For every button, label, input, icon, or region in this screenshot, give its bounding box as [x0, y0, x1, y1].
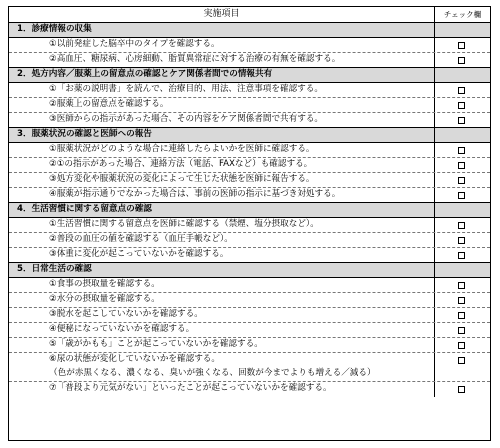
item-text: ⑤「歳がかもも」ことが起こっていないかを確認する。 [9, 338, 435, 352]
list-item [9, 338, 490, 353]
list-item [9, 158, 490, 173]
item-text: ④服薬が指示通りでなかった場合は、事前の医師の指示に基づき対処する。 [9, 188, 435, 202]
checkbox[interactable] [458, 42, 465, 49]
checkbox[interactable] [458, 342, 465, 349]
section-title: 4．生活習慣に関する留意点の確認 [9, 203, 435, 217]
checkbox[interactable] [458, 57, 465, 64]
item-text: ②服薬上の留意点を確認する。 [9, 98, 435, 112]
checkbox[interactable] [458, 386, 465, 393]
section-title: 2．処方内容／服薬上の留意点の確認とケア関係者間での情報共有 [9, 68, 435, 82]
item-column-header: 実施項目 [9, 7, 435, 22]
list-item [9, 353, 490, 382]
item-text: ①食事の摂取量を確認する。 [9, 278, 435, 292]
section-2-header [9, 68, 490, 83]
item-text: ①以前発症した脳卒中のタイプを確認する。 [9, 38, 435, 52]
section-title: 1．診療情報の収集 [9, 23, 435, 37]
list-item [9, 278, 490, 293]
list-item [9, 293, 490, 308]
list-item [9, 382, 490, 397]
item-text: ①服薬状況がどのような場合に連絡したらよいかを医師に確認する。 [9, 143, 435, 157]
item-text: ②高血圧、糖尿病、心房細動、脂質異常症に対する治療の有無を確認する。 [9, 53, 435, 67]
checkbox[interactable] [458, 327, 465, 334]
list-item [9, 143, 490, 158]
checkbox[interactable] [458, 117, 465, 124]
checkbox[interactable] [458, 177, 465, 184]
section-1-header [9, 23, 490, 38]
section-title: 3．服薬状況の確認と医師への報告 [9, 128, 435, 142]
item-text: ②①の指示があった場合、連絡方法（電話、FAXなど）も確認する。 [9, 158, 435, 172]
list-item [9, 113, 490, 128]
checkbox[interactable] [458, 357, 465, 364]
list-item [9, 188, 490, 203]
item-text [9, 353, 435, 381]
check-column-header: チェック欄 [443, 10, 482, 19]
list-item [9, 233, 490, 248]
list-item [9, 173, 490, 188]
item-text: ③処方変化や服薬状況の変化によって生じた状態を医師に報告する。 [9, 173, 435, 187]
item-text-main: ⑥尿の状態が変化していないかを確認する。 [49, 354, 220, 364]
section-5-header [9, 263, 490, 278]
checkbox[interactable] [458, 282, 465, 289]
item-text: ⑦「普段より元気がない」といったことが起こっていないかを確認する。 [9, 382, 435, 397]
list-item [9, 218, 490, 233]
checkbox[interactable] [458, 237, 465, 244]
checkbox[interactable] [458, 222, 465, 229]
list-item [9, 323, 490, 338]
item-text: ②水分の摂取量を確認する。 [9, 293, 435, 307]
checklist-table [8, 6, 491, 441]
section-3-header [9, 128, 490, 143]
item-text: ④便秘になっていないかを確認する。 [9, 323, 435, 337]
item-text-sub: （色が赤黒くなる、濃くなる、臭いが強くなる、回数が今までよりも増える／減る） [49, 367, 376, 378]
checkbox[interactable] [458, 147, 465, 154]
list-item [9, 308, 490, 323]
item-text: ①生活習慣に関する留意点を医師に確認する（禁煙、塩分摂取など）。 [9, 218, 435, 232]
section-title: 5．日常生活の確認 [9, 263, 435, 277]
list-item [9, 83, 490, 98]
list-item [9, 98, 490, 113]
table-header [9, 7, 490, 23]
checkbox[interactable] [458, 192, 465, 199]
list-item [9, 38, 490, 53]
checkbox[interactable] [458, 252, 465, 259]
item-text: ②普段の血圧の値を確認する（血圧手帳など）。 [9, 233, 435, 247]
checkbox[interactable] [458, 162, 465, 169]
checkbox[interactable] [458, 297, 465, 304]
item-text: ③脱水を起こしていないかを確認する。 [9, 308, 435, 322]
checkbox[interactable] [458, 312, 465, 319]
item-text: ③体重に変化が起こっていないかを確認する。 [9, 248, 435, 262]
item-text: ③医師からの指示があった場合、その内容をケア関係者間で共有する。 [9, 113, 435, 127]
checkbox[interactable] [458, 87, 465, 94]
section-4-header [9, 203, 490, 218]
list-item [9, 53, 490, 68]
item-text: ①「お薬の説明書」を読んで、治療目的、用法、注意事項を確認する。 [9, 83, 435, 97]
list-item [9, 248, 490, 263]
checkbox[interactable] [458, 102, 465, 109]
